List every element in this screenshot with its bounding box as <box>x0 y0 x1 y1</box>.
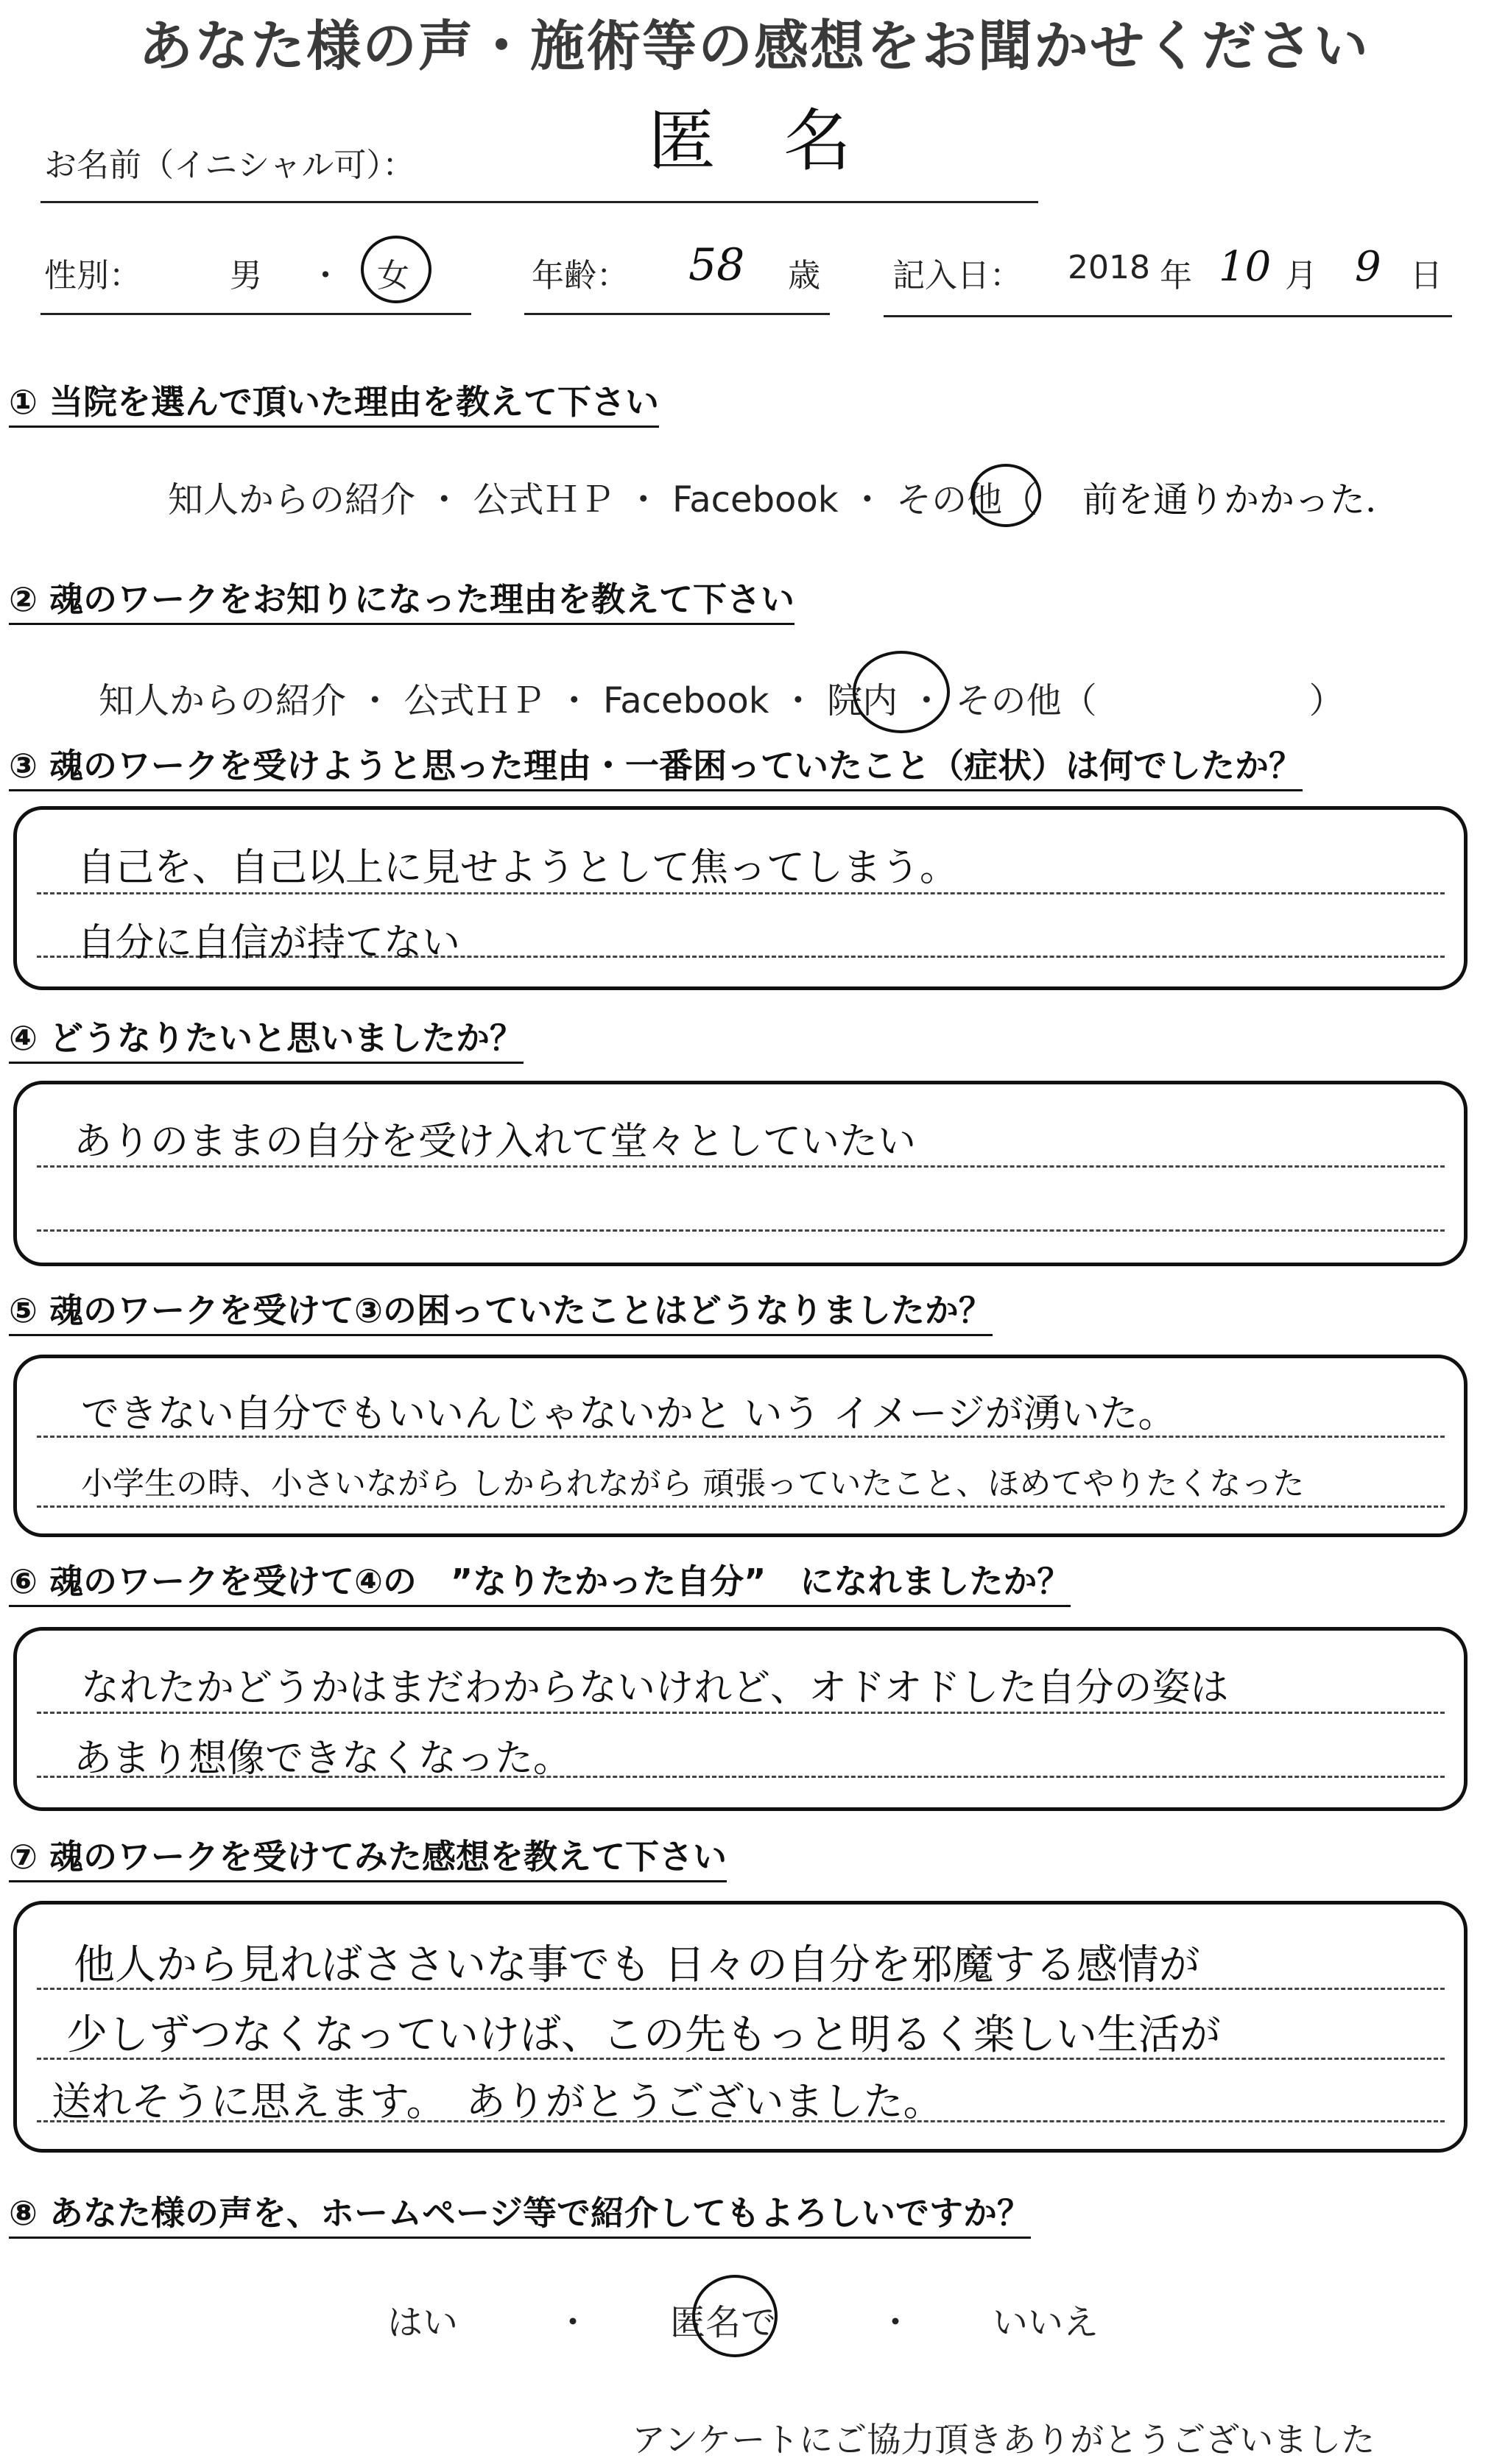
question-7-answer-line: 他人から見ればささいな事でも 日々の自分を邪魔する感情が <box>74 1941 1200 1989</box>
question-5-writing-line <box>37 1505 1445 1508</box>
question-8-option-anonymous: 匿名で <box>670 2302 777 2343</box>
question-1-selection-circle <box>970 464 1041 527</box>
age-unit: 歳 <box>788 257 820 294</box>
name-label: お名前（イニシャル可）： <box>44 147 415 184</box>
gender-male-option: 男 <box>230 257 262 294</box>
question-5-answer-line: できない自分でもいいんじゃないかと いう イメージが湧いた。 <box>81 1392 1177 1436</box>
gender-label: 性別： <box>44 257 141 294</box>
question-3-answer-line: 自分に自信が持てない <box>77 921 461 965</box>
question-6-writing-line <box>37 1712 1445 1714</box>
question-2-choices: 知人からの紹介 ・ 公式ＨＰ ・ Facebook ・ 院内 ・ その他（ ） <box>99 680 1345 721</box>
gender-selection-circle <box>361 236 431 303</box>
date-day: 9 <box>1355 243 1381 291</box>
date-year: 2018 <box>1068 249 1150 286</box>
question-1-heading: ① 当院を選んで頂いた理由を教えて下さい <box>9 381 659 428</box>
question-8-selection-circle <box>692 2275 778 2357</box>
question-8-separator: ・ <box>555 2302 591 2343</box>
question-7-heading: ⑦ 魂のワークを受けてみた感想を教えて下さい <box>9 1836 727 1882</box>
question-6-answer-line: あまり想像できなくなった。 <box>74 1737 572 1781</box>
gender-female-option: 女 <box>377 257 409 294</box>
footer-thanks: アンケートにご協力頂きありがとうございました <box>632 2420 1375 2460</box>
question-7-answer-line: 少しずつなくなっていけば、この先もっと明るく楽しい生活が <box>66 2011 1221 2059</box>
question-5-heading: ⑤ 魂のワークを受けて③の困っていたことはどうなりましたか？ <box>9 1290 993 1336</box>
question-3-heading: ③ 魂のワークを受けようと思った理由・一番困っていたこと（症状）は何でしたか？ <box>9 745 1303 791</box>
question-4-answer-box <box>13 1081 1468 1266</box>
name-underline <box>40 201 1038 203</box>
gender-separator: ・ <box>309 257 342 294</box>
question-2-selection-circle <box>853 651 950 733</box>
question-4-answer-line: ありのままの自分を受け入れて堂々としていたい <box>74 1120 917 1164</box>
question-3-writing-line <box>37 892 1445 894</box>
question-8-option-no: いいえ <box>993 2302 1099 2343</box>
question-8-separator: ・ <box>878 2302 914 2343</box>
question-2-heading: ② 魂のワークをお知りになった理由を教えて下さい <box>9 579 794 625</box>
question-6-heading: ⑥ 魂のワークを受けて④の ”なりたかった自分” になれましたか？ <box>9 1561 1071 1607</box>
date-year-unit: 年 <box>1160 257 1192 294</box>
question-4-writing-line <box>37 1165 1445 1168</box>
age-label: 年齢： <box>532 257 629 294</box>
age-value: 58 <box>688 239 745 291</box>
date-label: 記入日： <box>892 257 1022 294</box>
question-1-choices: 知人からの紹介 ・ 公式ＨＰ ・ Facebook ・ その他（ <box>168 479 1038 520</box>
question-8-heading: ⑧ あなた様の声を、ホームページ等で紹介してもよろしいですか？ <box>9 2192 1031 2239</box>
question-5-answer-line: 小学生の時、小さいながら しかられながら 頑張っていたこと、ほめてやりたくなった <box>81 1466 1305 1503</box>
question-1-other-answer: 前を通りかかった. <box>1082 479 1377 520</box>
age-underline <box>524 313 830 315</box>
date-underline <box>884 315 1452 317</box>
name-value: 匿 名 <box>648 102 852 180</box>
question-3-answer-line: 自己を、自己以上に見せようとして焦ってしまう。 <box>77 846 959 890</box>
question-6-answer-line: なれたかどうかはまだわからないけれど、オドオドした自分の姿は <box>81 1666 1229 1710</box>
date-month: 10 <box>1219 243 1272 291</box>
question-6-answer-box <box>13 1627 1468 1811</box>
question-4-heading: ④ どうなりたいと思いましたか？ <box>9 1017 524 1064</box>
date-day-unit: 日 <box>1410 257 1442 294</box>
question-7-answer-line: 送れそうに思えます。 ありがとうございました。 <box>52 2078 943 2125</box>
question-8-option-yes: はい <box>387 2302 459 2343</box>
question-4-writing-line <box>37 1229 1445 1232</box>
page-title: あなた様の声・施術等の感想をお聞かせください <box>138 15 1370 78</box>
gender-underline <box>40 313 471 315</box>
date-month-unit: 月 <box>1285 257 1317 294</box>
